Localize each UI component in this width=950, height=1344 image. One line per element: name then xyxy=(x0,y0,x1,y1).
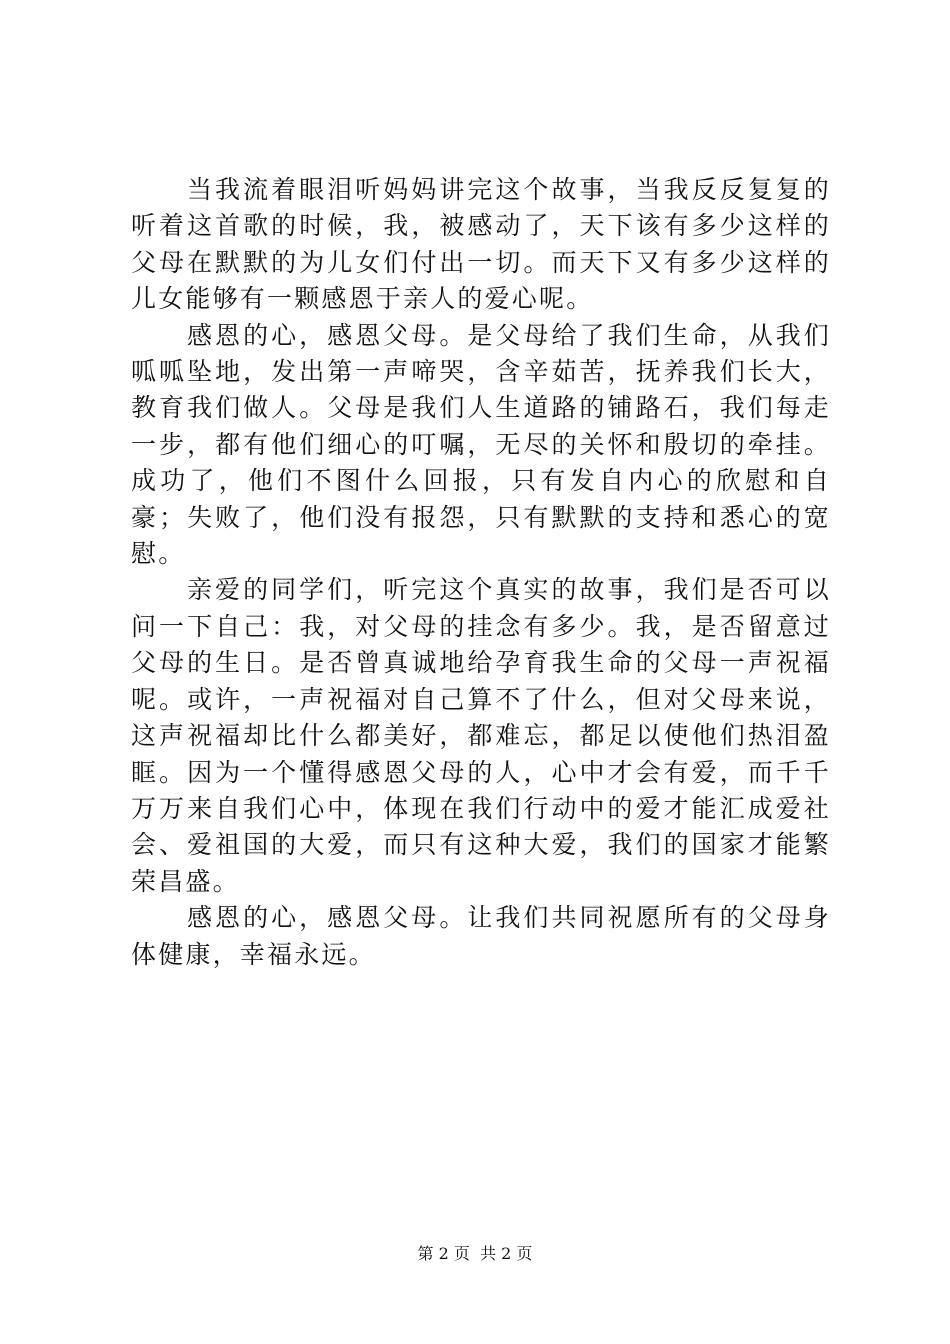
page-footer: 第 2 页 共 2 页 xyxy=(417,1244,533,1263)
paragraph-4: 感恩的心，感恩父母。让我们共同祝愿所有的父母身体健康，幸福永远。 xyxy=(131,903,831,969)
paragraph-3: 亲爱的同学们，听完这个真实的故事，我们是否可以问一下自己：我，对父母的挂念有多少。我，是否留意过父母的生日。是否曾真诚地给孕育我生命的父母一声祝福呢。或许，一声祝福对自己算不了什么，但对父母来说，这声祝福却比什么都美好，都难忘，都足以使他们热泪盈眶。因为一个懂得感恩父母的人，心中才会有爱，而千千万万来自我们心中，体现在我们行动中的爱才能汇成爱社会、爱祖国的大爱，而只有这种大爱，我们的国家才能繁荣昌盛。 xyxy=(131,575,831,896)
paragraph-1: 当我流着眼泪听妈妈讲完这个故事，当我反反复复的听着这首歌的时候，我，被感动了，天下该有多少这样的父母在默默的为儿女们付出一切。而天下又有多少这样的儿女能够有一颗感恩于亲人的爱心呢。 xyxy=(131,175,831,314)
document-body xyxy=(131,172,831,973)
paragraph-2: 感恩的心，感恩父母。是父母给了我们生命，从我们呱呱坠地，发出第一声啼哭，含辛茹苦，抚养我们长大，教育我们做人。父母是我们人生道路的铺路石，我们每走一步，都有他们细心的叮嘱，无尽的关怀和殷切的牵挂。成功了，他们不图什么回报，只有发自内心的欣慰和自豪；失败了，他们没有报怨，只有默默的支持和悉心的宽慰。 xyxy=(131,320,831,569)
